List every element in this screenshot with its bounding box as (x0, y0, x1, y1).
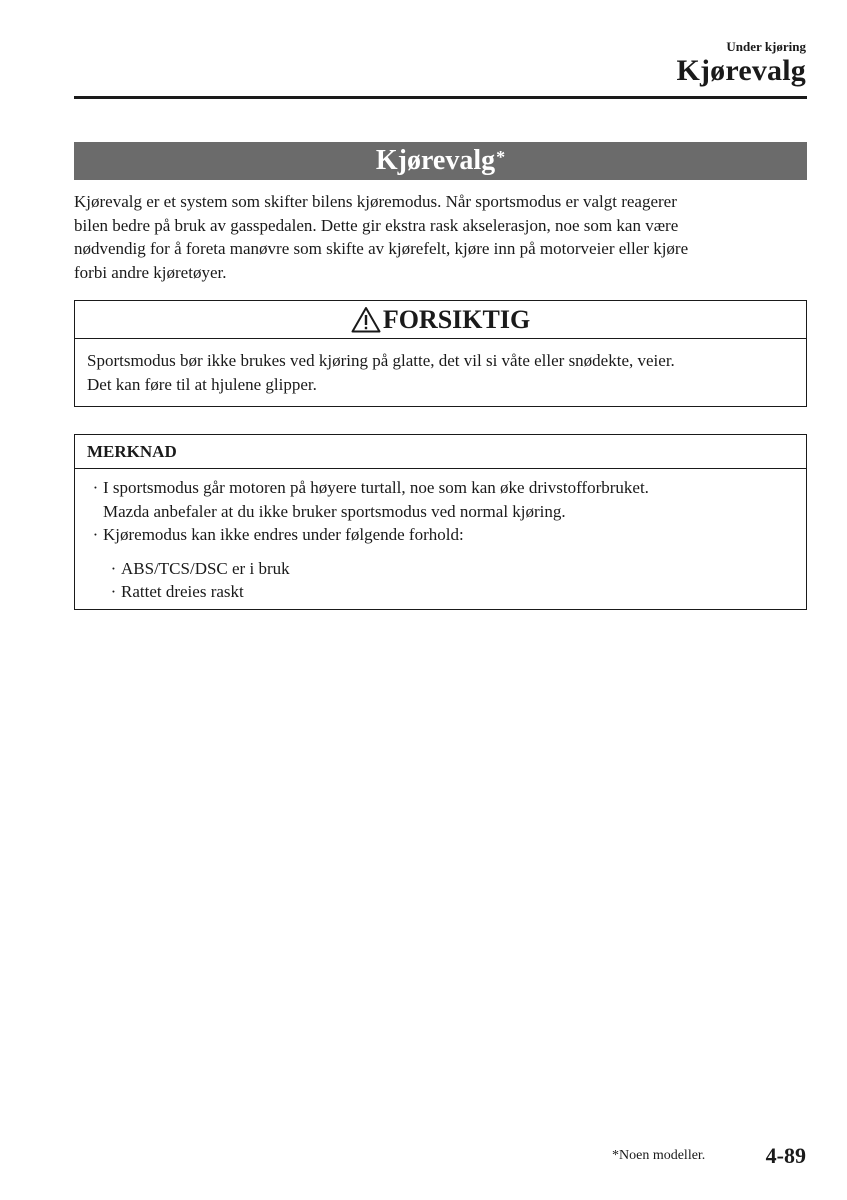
caution-header (75, 301, 806, 339)
bullet-dot: · (92, 478, 99, 497)
caution-line: Sportsmodus bør ikke brukes ved kjøring på glatte, det vil si våte eller snødekte, veier. (87, 351, 675, 370)
bullet-dot: · (92, 525, 99, 544)
note-item-line: Kjøremodus kan ikke endres under følgende forhold: (103, 525, 464, 544)
note-sub-item-text: ABS/TCS/DSC er i bruk (121, 558, 290, 578)
note-item-line: Mazda anbefaler at du ikke bruker sportsmodus ved normal kjøring. (103, 501, 566, 521)
caution-line: Det kan føre til at hjulene glipper. (87, 374, 317, 394)
header-divider (74, 96, 807, 99)
page-title: Kjørevalg (676, 54, 806, 87)
caution-title: FORSIKTIG (382, 304, 531, 334)
note-content (75, 469, 806, 604)
page-number: 4-89 (765, 1143, 806, 1168)
note-sub-item (106, 557, 794, 581)
note-item (88, 476, 794, 523)
intro-line: forbi andre kjøretøyer. (74, 262, 227, 282)
caution-text (75, 339, 806, 396)
footnote: *Noen modeller. (612, 1148, 706, 1163)
note-sub-item (106, 580, 794, 604)
note-item-line: I sportsmodus går motoren på høyere turtall, noe som kan øke drivstofforbruket. (103, 478, 649, 497)
intro-line: nødvendig for å foreta manøvre som skifte av kjørefelt, kjøre inn på motorveier eller kjøre (74, 239, 689, 258)
intro-paragraph (74, 190, 814, 284)
bullet-dot: · (110, 558, 117, 578)
section-header: Under kjøring (726, 39, 806, 54)
section-title: Kjørevalg (375, 145, 496, 176)
caution-box (74, 300, 807, 407)
section-title-banner (74, 142, 807, 180)
note-title: MERKNAD (75, 435, 806, 469)
note-box (74, 434, 807, 610)
intro-line: Kjørevalg er et system som skifter bilens kjøremodus. Når sportsmodus er valgt reagerer (74, 192, 677, 211)
intro-line: bilen bedre på bruk av gasspedalen. Dette gir ekstra rask akselerasjon, noe som kan være (74, 215, 679, 235)
warning-triangle-icon (351, 306, 381, 333)
bullet-dot: · (110, 582, 117, 601)
note-sub-list (88, 557, 794, 604)
note-item (88, 523, 794, 547)
availability-asterisk: * (496, 146, 506, 167)
note-sub-item-text: Rattet dreies raskt (121, 582, 244, 601)
